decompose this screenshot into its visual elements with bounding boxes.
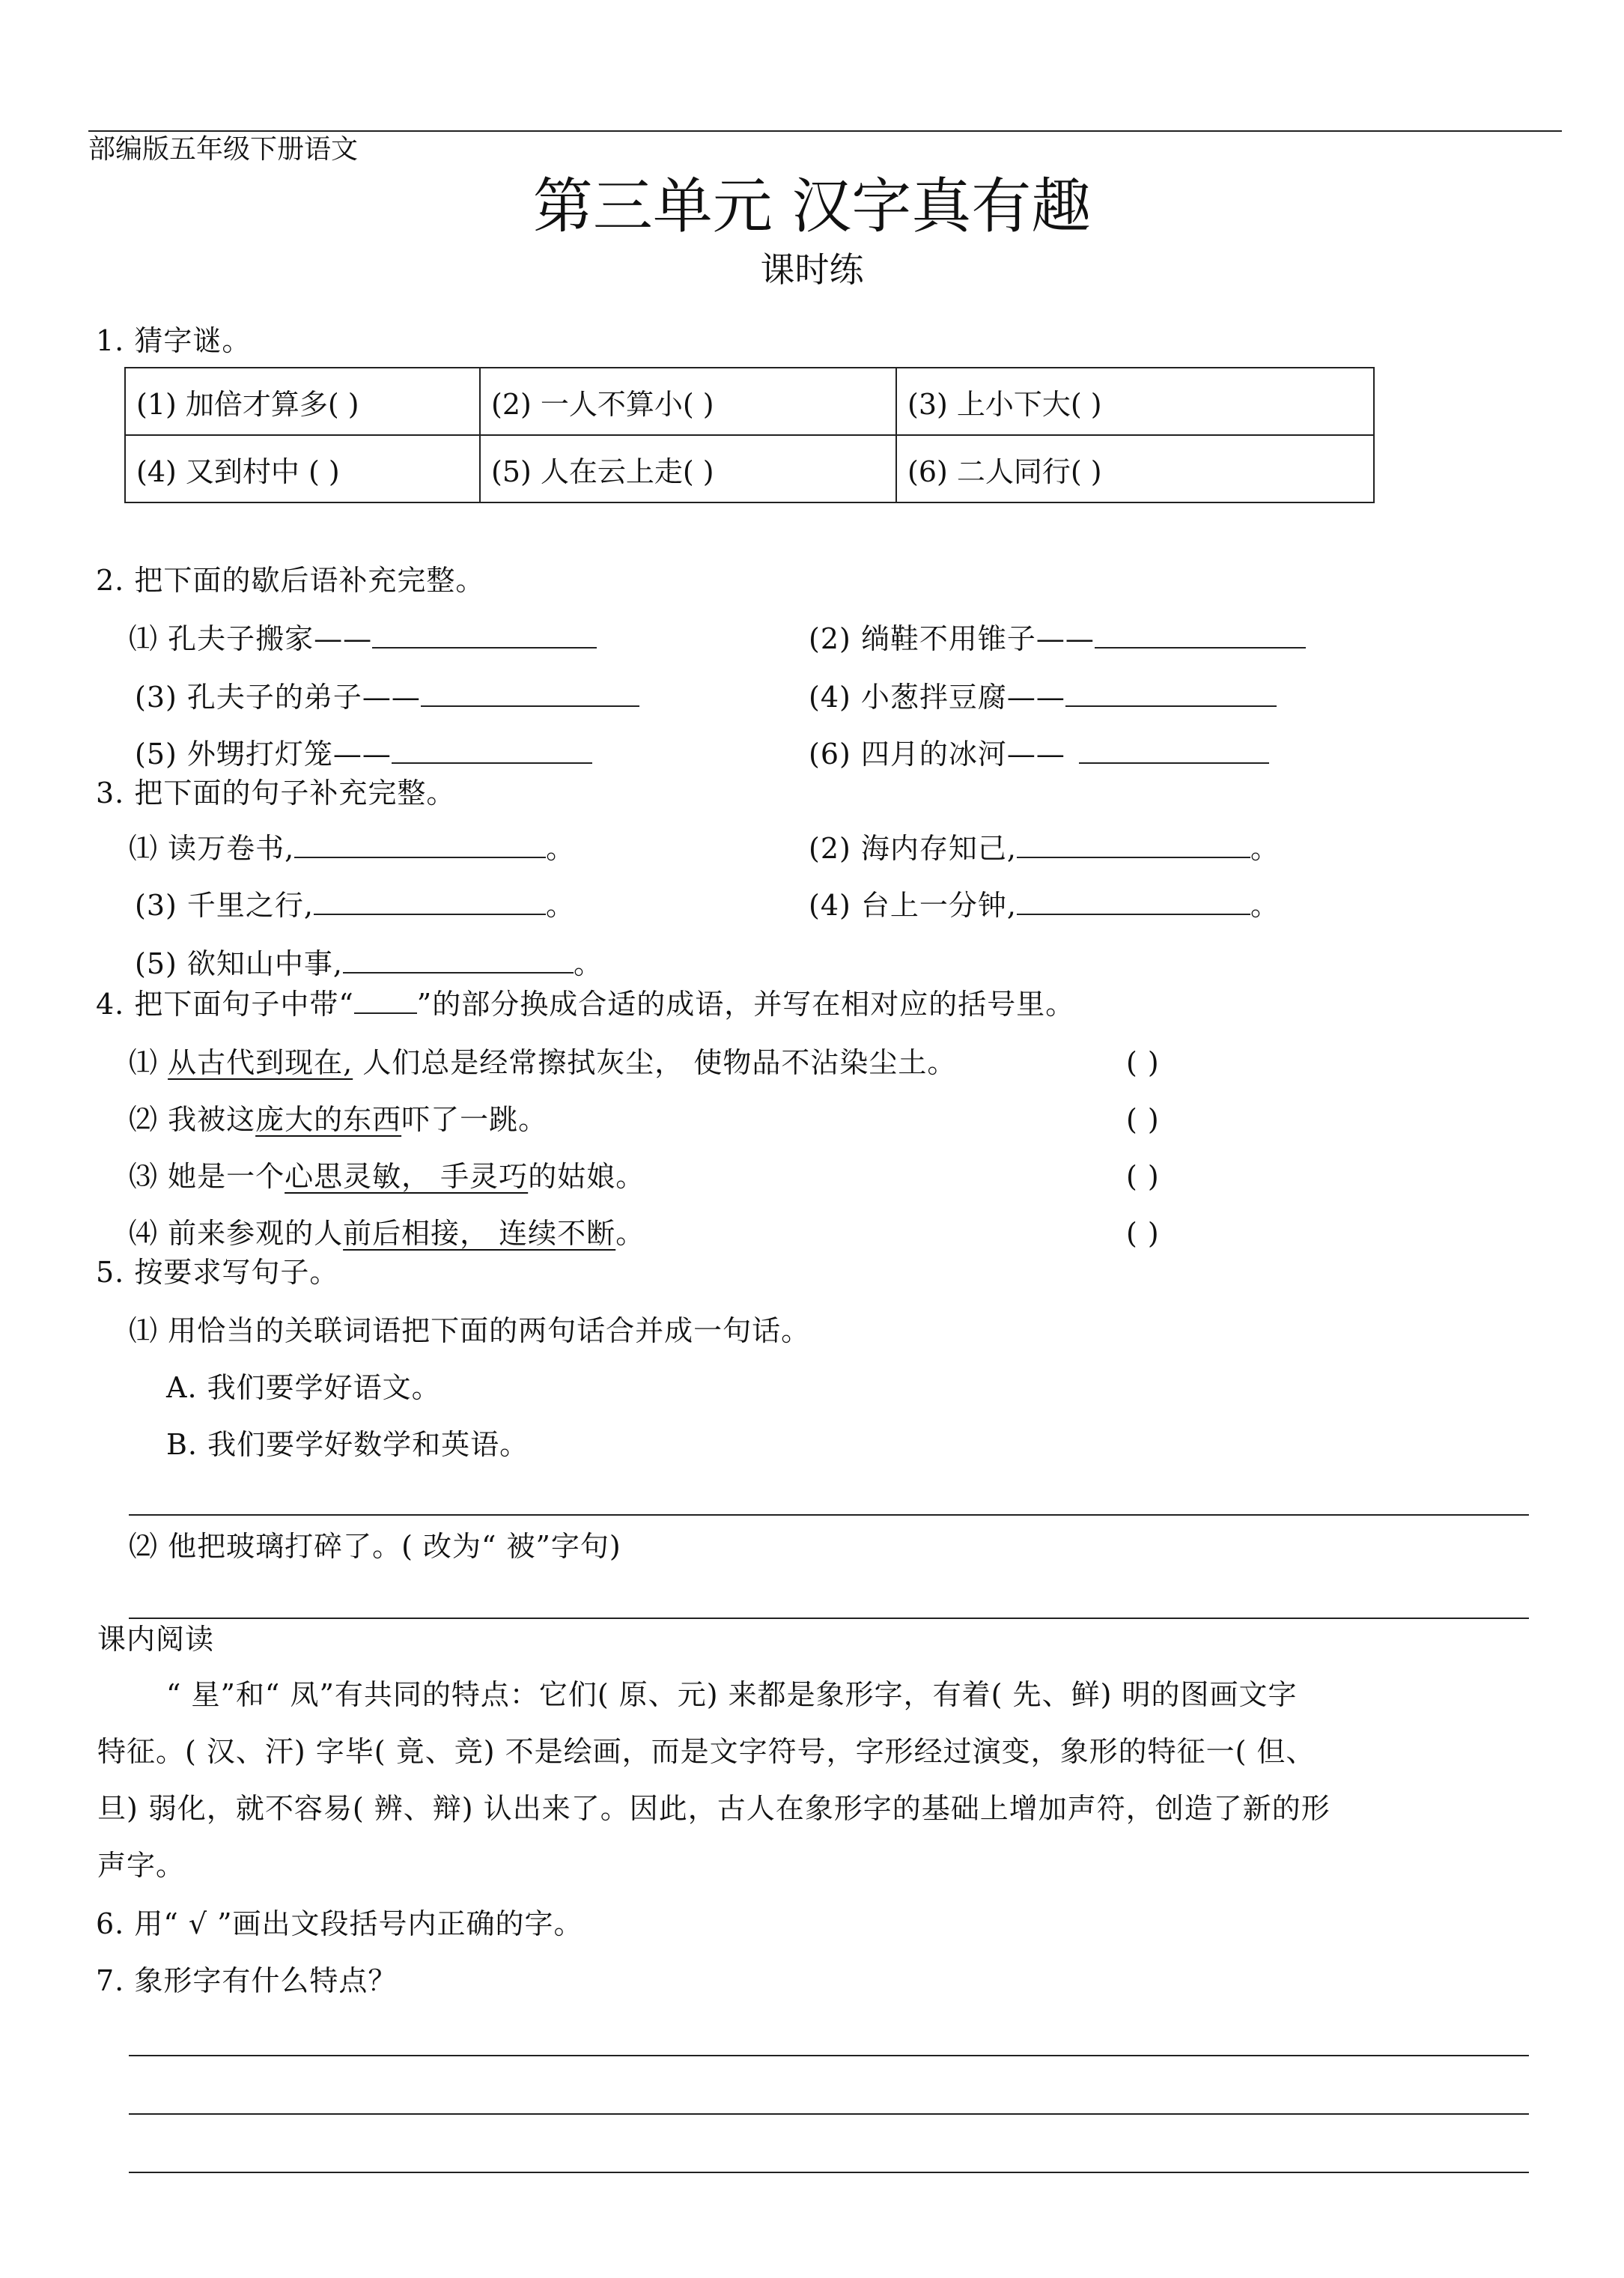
answer-blank[interactable] bbox=[1017, 890, 1250, 915]
underline-sample bbox=[354, 988, 417, 1014]
answer-line[interactable] bbox=[129, 2172, 1529, 2173]
q5-label: 5. 按要求写句子。 bbox=[96, 1256, 339, 1289]
riddle-cell: (1) 加倍才算多( ) bbox=[125, 368, 480, 435]
reading-line: “ 星”和“ 凤”有共同的特点：它们( 原、元) 来都是象形字，有着( 先、鲜) 明的图画文字 bbox=[166, 1678, 1298, 1711]
answer-line[interactable] bbox=[129, 1514, 1529, 1516]
reading-line: 特征。( 汉、汗) 字毕( 竟、竞) 不是绘画，而是文字符号，字形经过演变，象形的特征一( 但、 bbox=[97, 1735, 1316, 1768]
q4-item: ⑴ 从古代到现在, 人们总是经常擦拭灰尘， 使物品不沾染尘土。 bbox=[129, 1046, 957, 1079]
page-subtitle: 课时练 bbox=[760, 249, 864, 290]
q2-item: (6) 四月的冰河—— bbox=[809, 737, 1269, 771]
answer-blank[interactable] bbox=[392, 738, 592, 764]
reading-heading: 课内阅读 bbox=[97, 1623, 215, 1656]
answer-blank[interactable] bbox=[421, 681, 639, 707]
q5-option-b: B. 我们要学好数学和英语。 bbox=[166, 1428, 529, 1461]
answer-blank[interactable] bbox=[372, 623, 597, 649]
q3-label: 3. 把下面的句子补充完整。 bbox=[96, 777, 456, 810]
q3-item: (5) 欲知山中事, 。 bbox=[135, 947, 603, 980]
answer-bracket[interactable]: ( ) bbox=[1126, 1217, 1160, 1250]
q2-item: (3) 孔夫子的弟子—— bbox=[135, 680, 639, 714]
q4-item: ⑷ 前来参观的人前后相接， 连续不断。 bbox=[129, 1217, 645, 1250]
page-title: 第三单元 汉字真有趣 bbox=[532, 171, 1092, 241]
riddle-cell: (4) 又到村中 ( ) bbox=[125, 435, 480, 502]
q5-option-a: A. 我们要学好语文。 bbox=[166, 1371, 441, 1404]
q5-sub1: ⑴ 用恰当的关联词语把下面的两句话合并成一句话。 bbox=[129, 1314, 811, 1347]
table-row bbox=[125, 435, 1374, 502]
q5-sub2: ⑵ 他把玻璃打碎了。( 改为“ 被”字句) bbox=[129, 1530, 621, 1563]
q3-item: (4) 台上一分钟, 。 bbox=[809, 889, 1280, 922]
q1-label: 1. 猜字谜。 bbox=[96, 324, 252, 357]
q2-label: 2. 把下面的歇后语补充完整。 bbox=[96, 564, 485, 597]
q2-item: ⑴ 孔夫子搬家—— bbox=[129, 622, 597, 656]
table-row bbox=[125, 368, 1374, 435]
q2-item: (5) 外甥打灯笼—— bbox=[135, 737, 592, 771]
q2-item: (2) 绱鞋不用锥子—— bbox=[809, 622, 1306, 656]
answer-line[interactable] bbox=[129, 2113, 1529, 2115]
q4-item: ⑶ 她是一个心思灵敏， 手灵巧的姑娘。 bbox=[129, 1160, 645, 1193]
answer-blank[interactable] bbox=[1095, 623, 1306, 649]
answer-line[interactable] bbox=[129, 1618, 1529, 1619]
header-rule bbox=[88, 130, 1562, 132]
q3-item: ⑴ 读万卷书, 。 bbox=[129, 832, 576, 865]
answer-blank[interactable] bbox=[314, 890, 546, 915]
answer-blank[interactable] bbox=[1065, 681, 1277, 707]
answer-line[interactable] bbox=[129, 2055, 1529, 2056]
riddle-table bbox=[124, 367, 1375, 503]
reading-line: 声字。 bbox=[97, 1849, 186, 1882]
answer-blank[interactable] bbox=[1079, 738, 1269, 764]
book-label: 部编版五年级下册语文 bbox=[88, 134, 359, 165]
answer-bracket[interactable]: ( ) bbox=[1126, 1160, 1160, 1193]
answer-blank[interactable] bbox=[294, 833, 546, 858]
riddle-cell: (3) 上小下大( ) bbox=[896, 368, 1374, 435]
answer-blank[interactable] bbox=[1017, 833, 1250, 858]
q4-item: ⑵ 我被这庞大的东西吓了一跳。 bbox=[129, 1103, 548, 1136]
riddle-cell: (2) 一人不算小( ) bbox=[480, 368, 896, 435]
q3-item: (2) 海内存知己, 。 bbox=[809, 832, 1280, 865]
answer-bracket[interactable]: ( ) bbox=[1126, 1046, 1160, 1079]
reading-line: 旦) 弱化，就不容易( 辨、辩) 认出来了。因此，古人在象形字的基础上增加声符，创造了新的形 bbox=[97, 1792, 1330, 1825]
riddle-cell: (6) 二人同行( ) bbox=[896, 435, 1374, 502]
riddle-cell: (5) 人在云上走( ) bbox=[480, 435, 896, 502]
q4-label: 4. 把下面句子中带“ ”的部分换成合适的成语，并写在相对应的括号里。 bbox=[96, 988, 1075, 1021]
q6-label: 6. 用“ √ ”画出文段括号内正确的字。 bbox=[96, 1907, 583, 1940]
answer-bracket[interactable]: ( ) bbox=[1126, 1103, 1160, 1136]
answer-blank[interactable] bbox=[343, 948, 574, 974]
q3-item: (3) 千里之行, 。 bbox=[135, 889, 576, 922]
q2-item: (4) 小葱拌豆腐—— bbox=[809, 680, 1277, 714]
q7-label: 7. 象形字有什么特点？ bbox=[96, 1964, 398, 1997]
